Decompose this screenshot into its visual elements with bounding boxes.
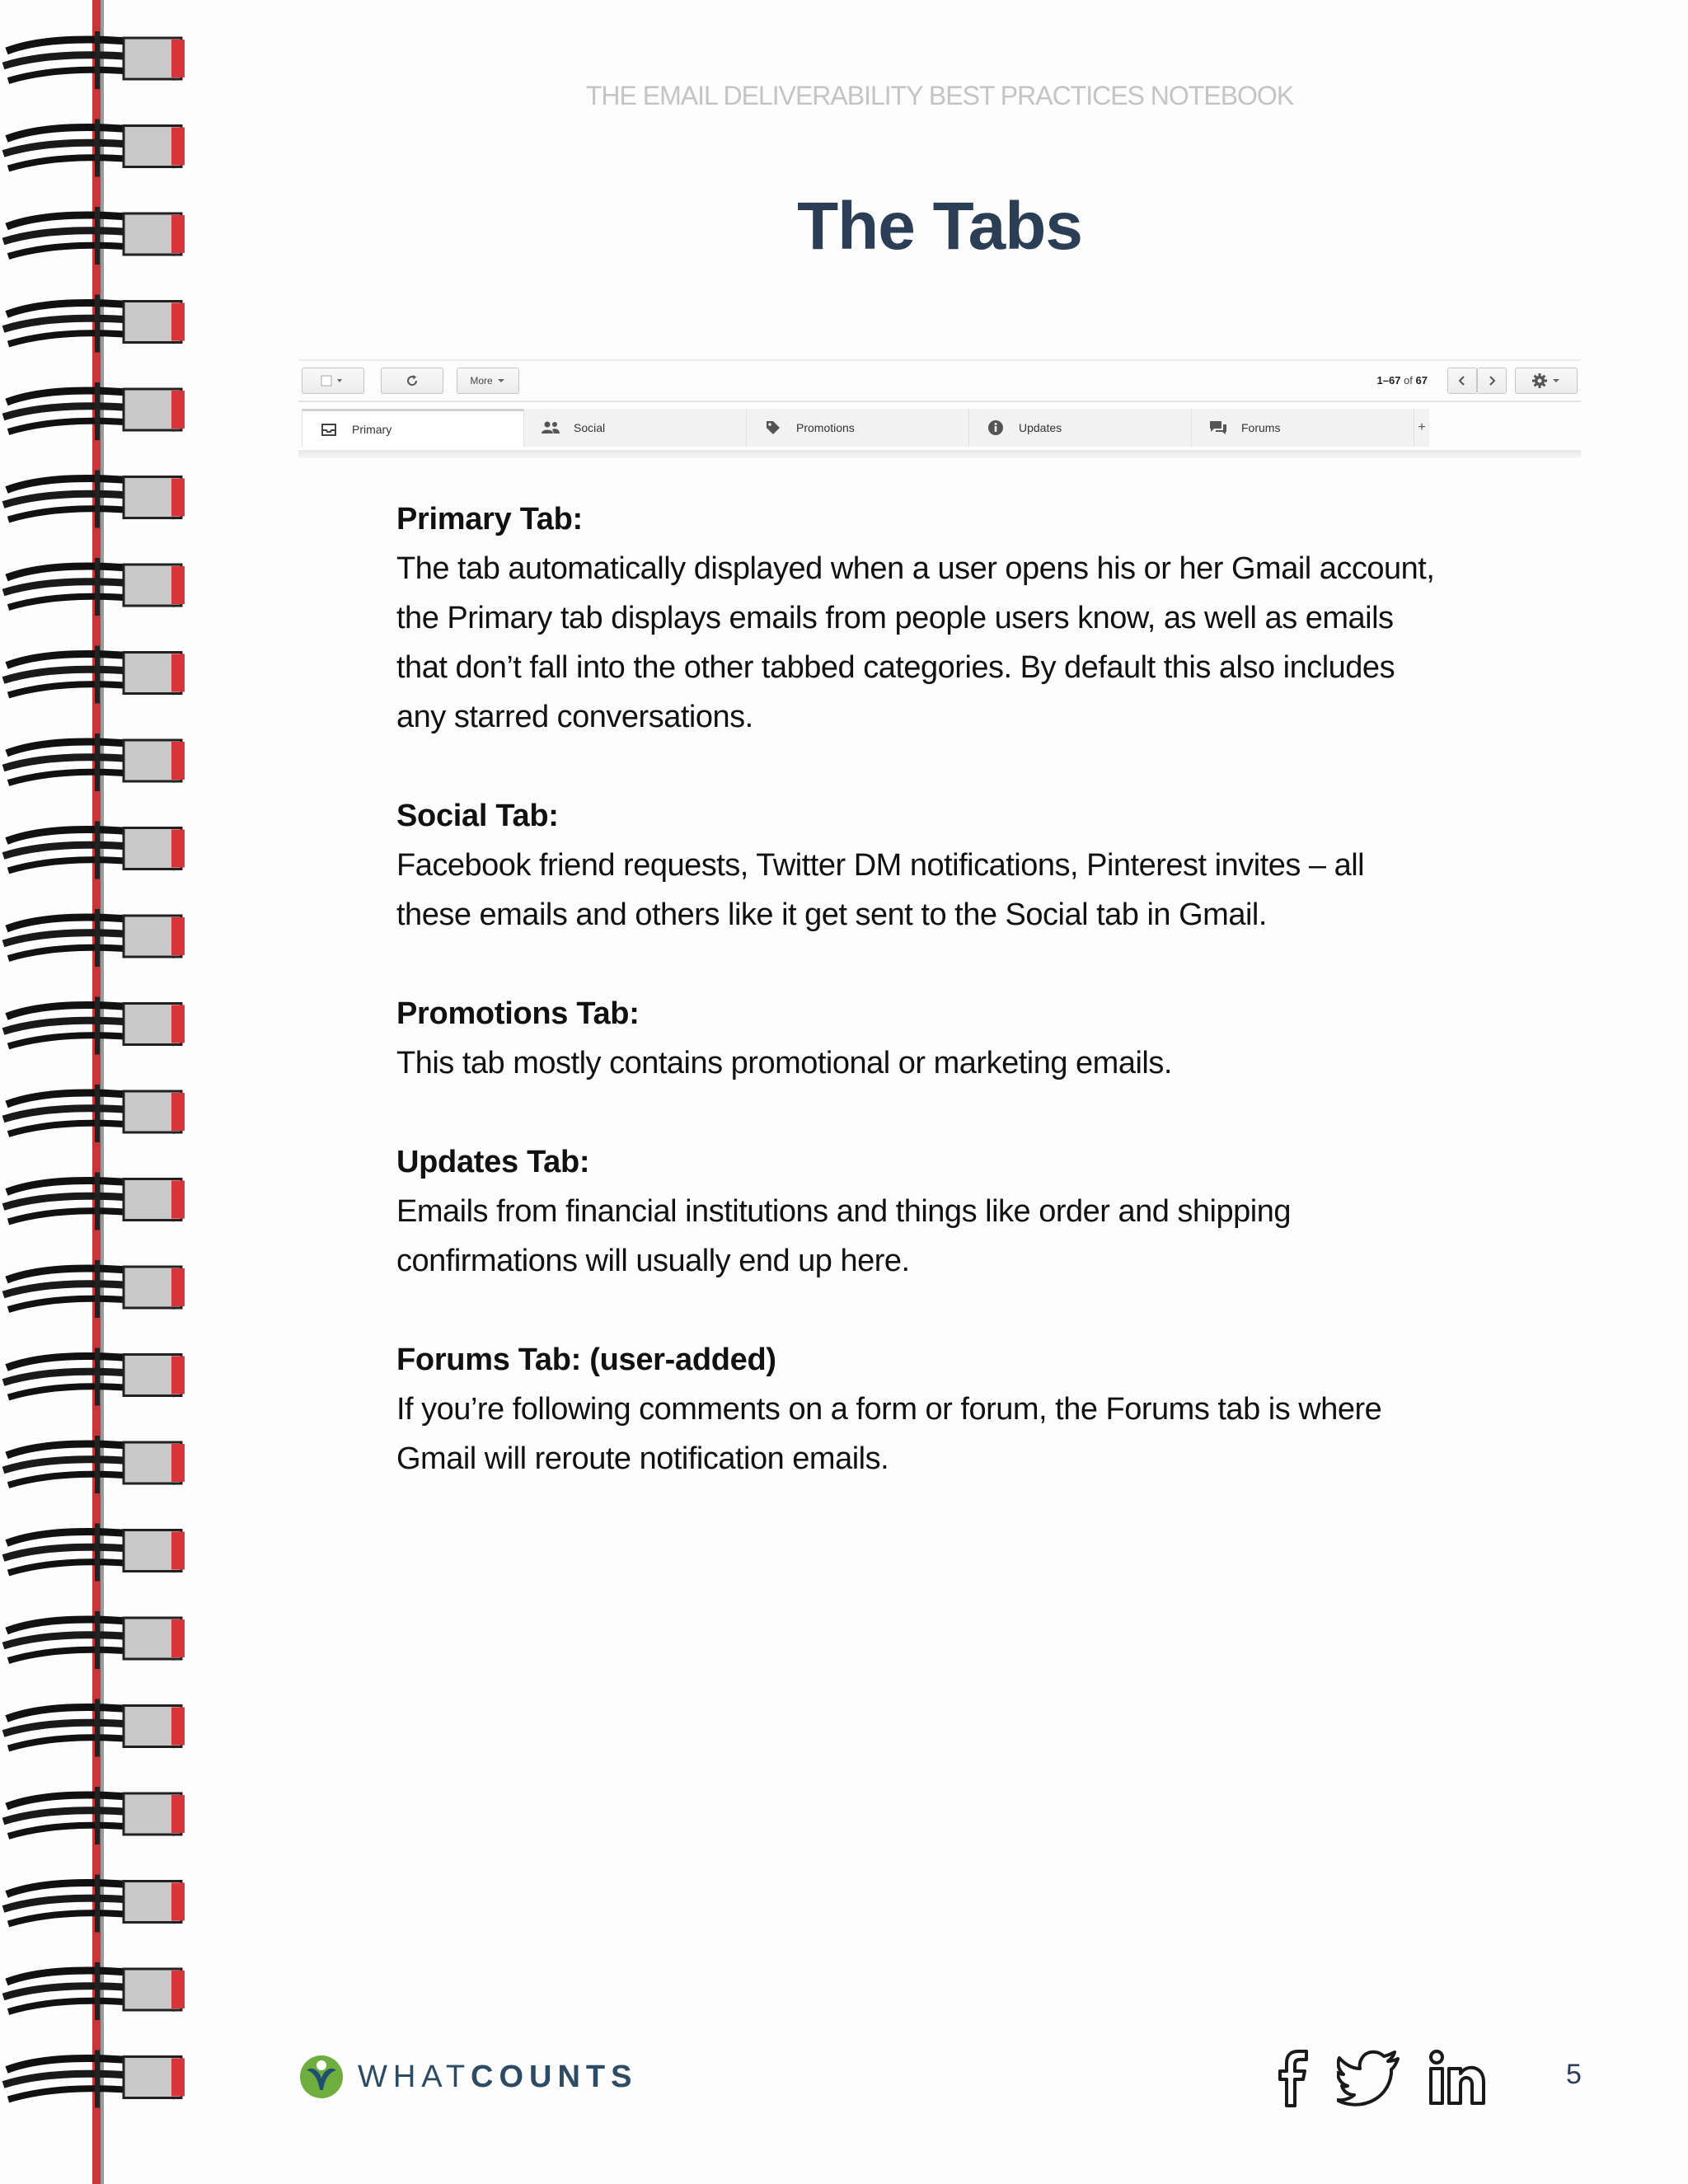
more-button[interactable] (457, 368, 519, 394)
running-head: THE EMAIL DELIVERABILITY BEST PRACTICES NOTEBOOK (585, 81, 1294, 110)
tab-primary[interactable] (302, 409, 524, 447)
chat-icon (1209, 419, 1227, 436)
logo-what: WHAT (358, 2059, 471, 2094)
spiral-binding (0, 0, 206, 2184)
section-line: This tab mostly contains promotional or marketing emails. (396, 1046, 1172, 1080)
linkedin-link[interactable] (1423, 2041, 1492, 2115)
section-primary (396, 494, 1534, 742)
gmail-tab-bar (302, 409, 1561, 448)
tab-updates[interactable] (969, 409, 1192, 447)
tag-icon (765, 419, 781, 436)
facebook-link[interactable] (1268, 2041, 1319, 2115)
whatcounts-logo-icon (298, 2054, 345, 2100)
message-count (1377, 374, 1428, 387)
gmail-tabs-screenshot (298, 358, 1581, 463)
people-icon (541, 420, 560, 435)
gmail-toolbar (298, 368, 1581, 401)
section-heading: Forums Tab: (user-added) (396, 1343, 776, 1377)
section-line: Facebook friend requests, Twitter DM notifications, Pinterest invites – all (396, 848, 1365, 883)
section-heading: Social Tab: (396, 799, 559, 833)
logo-counts: COUNTS (471, 2059, 638, 2094)
section-line: If you’re following comments on a form or forum, the Forums tab is where (396, 1392, 1382, 1427)
section-heading: Promotions Tab: (396, 996, 640, 1031)
section-heading: Updates Tab: (396, 1145, 590, 1179)
tab-label: Updates (1019, 421, 1062, 434)
settings-button[interactable] (1515, 368, 1578, 394)
tab-label: Primary (352, 422, 392, 436)
whatcounts-logo[interactable] (298, 2050, 638, 2103)
chevron-left-icon (1457, 375, 1467, 387)
twitter-link[interactable] (1335, 2041, 1404, 2115)
checkbox-dropdown-icon (321, 375, 345, 387)
gear-icon (1531, 373, 1548, 389)
section-social (396, 791, 1534, 940)
logo-wordmark (358, 2060, 638, 2095)
tab-descriptions (396, 494, 1534, 1533)
more-label: More (470, 375, 493, 387)
section-promotions (396, 989, 1534, 1088)
tab-label: Promotions (796, 421, 855, 434)
facebook-icon (1273, 2046, 1313, 2109)
chevron-right-icon (1487, 375, 1497, 387)
section-line: Gmail will reroute notification emails. (396, 1441, 889, 1476)
inbox-icon (321, 422, 337, 437)
section-line: any starred conversations. (396, 700, 753, 734)
older-button[interactable] (1477, 368, 1507, 394)
page-title: The Tabs (797, 189, 1082, 264)
add-tab-button[interactable]: + (1414, 409, 1429, 447)
tab-label: Social (574, 421, 606, 434)
twitter-icon (1337, 2049, 1403, 2107)
page-number: 5 (1566, 2059, 1582, 2090)
section-line: the Primary tab displays emails from people users know, as well as emails (396, 601, 1394, 635)
count-range: 1–67 (1376, 374, 1401, 387)
refresh-icon (405, 373, 420, 388)
tab-label: Forums (1241, 421, 1281, 434)
section-line: that don’t fall into the other tabbed categories. By default this also includes (396, 650, 1395, 685)
select-checkbox-button[interactable] (302, 368, 364, 394)
tab-forums[interactable] (1192, 409, 1414, 447)
section-line: these emails and others like it get sent to the Social tab in Gmail. (396, 898, 1267, 932)
count-total: 67 (1415, 374, 1428, 387)
section-heading: Primary Tab: (396, 502, 583, 537)
section-forums (396, 1335, 1534, 1483)
chevron-down-icon (1551, 377, 1561, 385)
section-line: Emails from financial institutions and things like order and shipping (396, 1194, 1291, 1229)
section-updates (396, 1137, 1534, 1286)
count-of: of (1404, 374, 1413, 387)
info-icon (987, 419, 1004, 436)
section-line: The tab automatically displayed when a user opens his or her Gmail account, (396, 551, 1435, 586)
section-line: confirmations will usually end up here. (396, 1244, 910, 1278)
chevron-down-icon (496, 377, 506, 385)
tab-promotions[interactable] (747, 409, 969, 447)
newer-button[interactable] (1447, 368, 1477, 394)
linkedin-icon (1428, 2049, 1487, 2107)
refresh-button[interactable] (381, 368, 443, 394)
tab-social[interactable] (524, 409, 747, 447)
